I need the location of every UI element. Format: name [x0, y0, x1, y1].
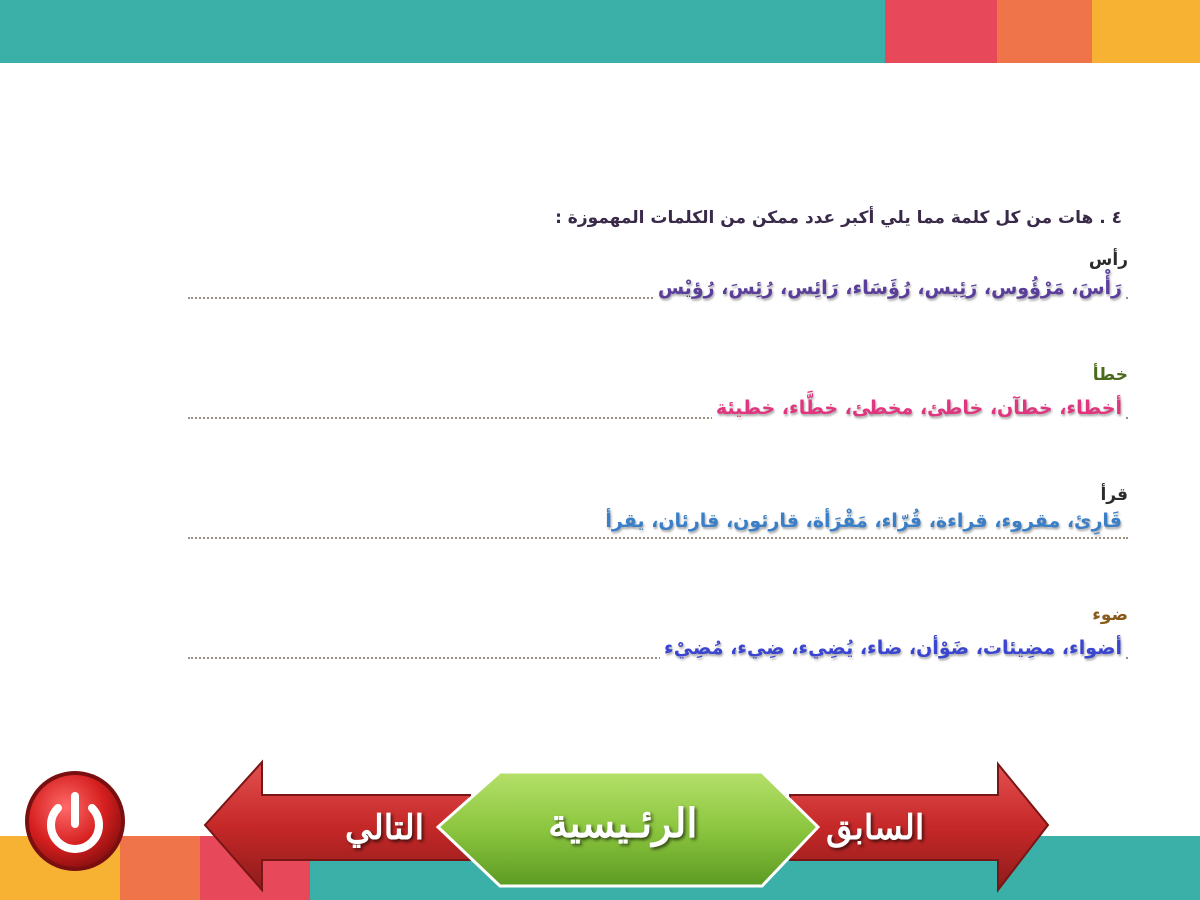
power-icon — [22, 768, 128, 874]
next-button-label[interactable]: التالي — [345, 808, 425, 848]
word-label: قرأ — [1100, 485, 1128, 505]
answer-dotted-line — [188, 537, 1128, 539]
word-label: خطأ — [1092, 365, 1128, 385]
answer-text: رَأْسَ، مَرْؤُوس، رَئِيس، رُؤَسَاء، رَائِس، رُئِسَ، رُؤيْس — [654, 277, 1126, 299]
top-band-red — [885, 0, 997, 63]
word-label: رأس — [1088, 250, 1128, 270]
question-text: ٤ . هات من كل كلمة مما يلي أكبر عدد ممكن من الكلمات المهموزة : — [555, 208, 1122, 228]
word-block-3 — [188, 485, 1128, 555]
power-button[interactable] — [22, 768, 128, 874]
word-block-4 — [188, 605, 1128, 675]
next-arrow-button[interactable] — [205, 762, 470, 890]
word-label: ضوء — [1092, 605, 1128, 625]
top-band-yellow — [1092, 0, 1200, 63]
answer-text: أخطاء، خطآن، خاطئ، مخطئ، خطَّاء، خطيئة — [712, 397, 1126, 419]
answer-text: أضواء، مضِيئات، ضَوْأن، ضاء، يُضِيء، ضِيء، مُضِيْء — [660, 637, 1126, 659]
answer-text: قَارِئ، مقروء، قراءة، قُرّاء، مَقْرَأة، قارئون، قارئان، يقرأ — [601, 510, 1126, 532]
word-block-2 — [188, 365, 1128, 435]
home-button-label[interactable]: الرئـيسية — [548, 800, 698, 847]
prev-button-label[interactable]: السابق — [826, 808, 925, 848]
top-band-teal — [0, 0, 885, 63]
top-band-orange — [997, 0, 1092, 63]
top-decorative-band — [0, 0, 1200, 63]
word-block-1 — [188, 250, 1128, 310]
